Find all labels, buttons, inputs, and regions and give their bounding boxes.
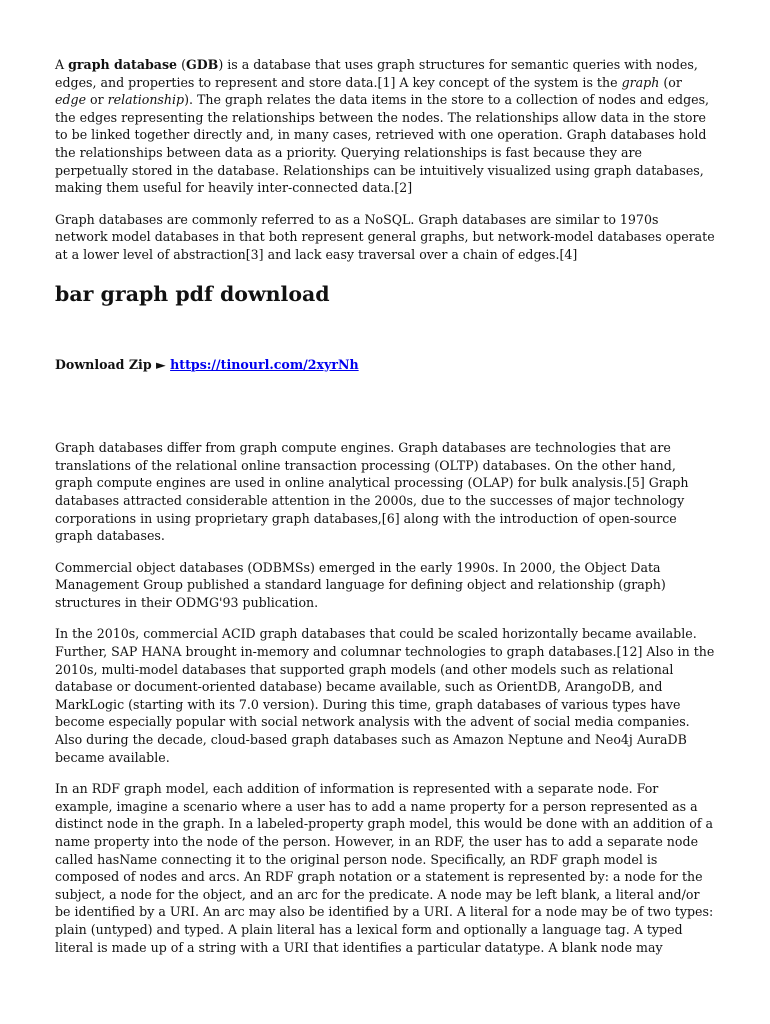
term-relationship: relationship: [107, 92, 185, 108]
download-label: Download Zip ►: [55, 356, 171, 372]
rdf-paragraph: In an RDF graph model, each addition of information is represented with a separate node. For example, imagine a scenario where a user has to add a name property for a person represented as a distinct node in the graph. In a labeled-property graph model, this would be done with an addition of a name property into the node of the person. However, in an RDF, the user has to add a separate node called hasName connecting it to the original person node. Specifically, an RDF graph model is composed of nodes and arcs. An RDF graph notation or a statement is represented by: a node for the subject, a node for the object, and an arc for the predicate. A node may be left blank, a literal and/or be identified by a URI. An arc may also be identified by a URI. A literal for a node may be of two types: plain (untyped) and typed. A plain literal has a lexical form and optionally a language tag. A typed literal is made up of a string with a URI that identifies a particular datatype. A blank node may: [55, 781, 714, 955]
term-graph: graph: [621, 74, 660, 90]
page-heading: bar graph pdf download: [55, 281, 330, 306]
term-edge: edge: [55, 92, 87, 108]
term-gdb: GDB: [186, 57, 219, 72]
download-link[interactable]: https://tinourl.com/2xyrNh: [170, 356, 359, 372]
acid-paragraph: In the 2010s, commercial ACID graph databases that could be scaled horizontally became available. Further, SAP HANA brought in-memory and columnar technologies to graph databases.[12] Also in the 2010s, multi-model databases that supported graph models (and other models such as relational database or document-oriented database) became available, such as OrientDB, ArangoDB, and MarkLogic (starting with its 7.0 version). During this time, graph databases of various types have become especially popular with social network analysis with the advent of social media companies. Also during the decade, cloud-based graph databases such as Amazon Neptune and Neo4j AuraDB became available.: [55, 626, 715, 765]
intro-paragraph: A graph database (GDB) is a database that uses graph structures for semantic queries with nodes, edges, and properties to represent and store data.[1] A key concept of the system is the graph (or edge or relationship). The graph relates the data items in the store to a collection of nodes and edges, the edges representing the relationships between the nodes. The relationships allow data in the store to be linked together directly and, in many cases, retrieved with one operation. Graph databases hold the relationships between data as a priority. Querying relationships is fast because they are perpetually stored in the database. Relationships can be intuitively visualized using graph databases, making them useful for heavily inter-connected data.[2]: [55, 57, 710, 196]
term-graph-database: graph database: [68, 57, 178, 72]
compute-engines-paragraph: Graph databases differ from graph compute engines. Graph databases are technologies that are translations of the relational online transaction processing (OLTP) databases. On the other hand, graph compute engines are used in online analytical processing (OLAP) for bulk analysis.[5] Graph databases attracted considerable attention in the 2000s, due to the successes of major technology corporations in using proprietary graph databases,[6] along with the introduction of open-source graph databases.: [55, 440, 689, 544]
download-line: [55, 356, 715, 374]
spacer: [55, 373, 715, 439]
odbms-paragraph: Commercial object databases (ODBMSs) emerged in the early 1990s. In 2000, the Object Data Management Group published a standard language for defining object and relationship (graph) structures in their ODMG'93 publication.: [55, 559, 666, 610]
nosql-paragraph: Graph databases are commonly referred to as a NoSQL. Graph databases are similar to 1970s network model databases in that both represent general graphs, but network-model databases operate at a lower level of abstraction[3] and lack easy traversal over a chain of edges.[4]: [55, 211, 715, 262]
